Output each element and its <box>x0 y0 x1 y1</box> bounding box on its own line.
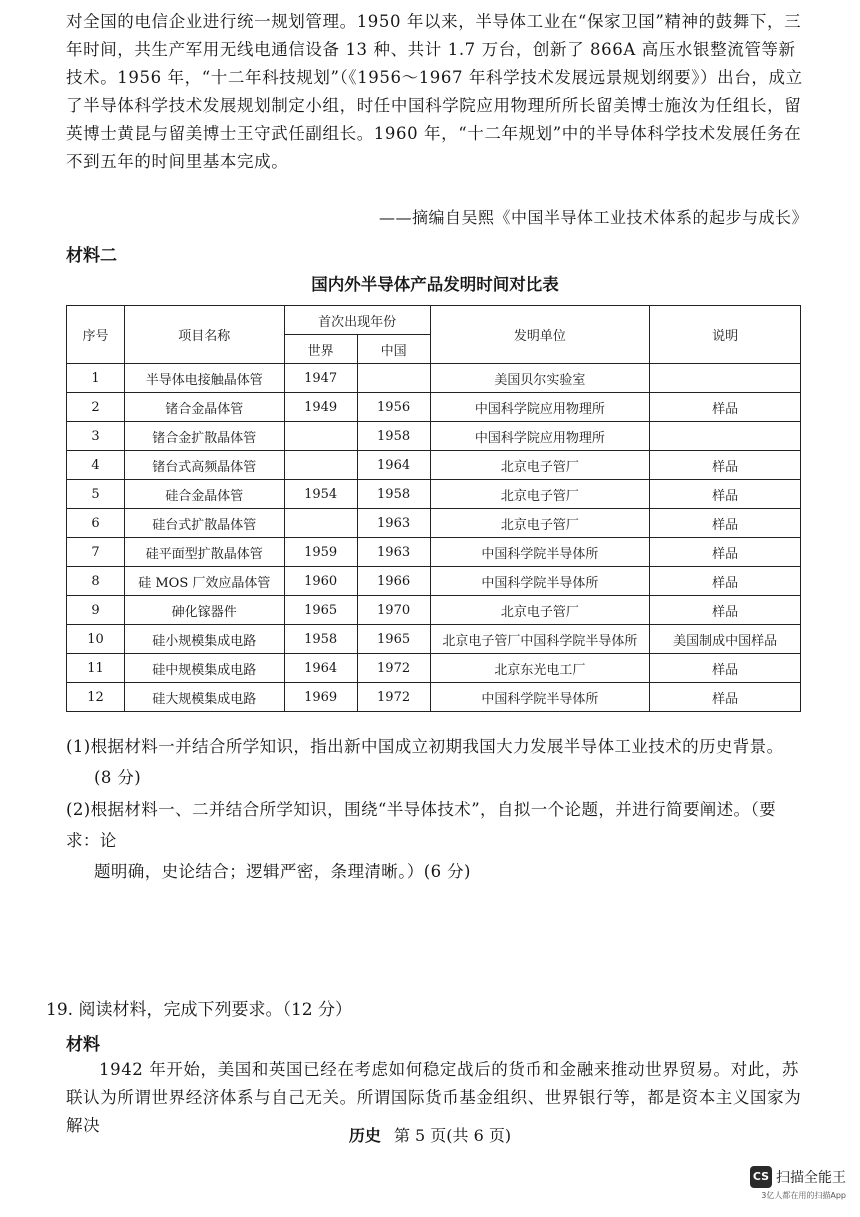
cell-note: 样品 <box>650 393 801 422</box>
cell-seq: 11 <box>67 654 125 683</box>
cell-world: 1964 <box>284 654 357 683</box>
cell-china: 1958 <box>357 480 430 509</box>
table-row <box>67 683 801 712</box>
cell-china: 1956 <box>357 393 430 422</box>
table-row <box>67 422 801 451</box>
cell-unit: 中国科学院半导体所 <box>430 567 650 596</box>
cell-name: 硅 MOS 厂效应晶体管 <box>124 567 284 596</box>
cell-note: 样品 <box>650 451 801 480</box>
cell-seq: 2 <box>67 393 125 422</box>
table-row <box>67 596 801 625</box>
cell-seq: 7 <box>67 538 125 567</box>
cell-china: 1972 <box>357 654 430 683</box>
cell-name: 半导体电接触晶体管 <box>124 364 284 393</box>
material1-source: ——摘编自吴熙《中国半导体工业技术体系的起步与成长》 <box>378 208 808 227</box>
question-2 <box>66 794 806 887</box>
table-row <box>67 538 801 567</box>
watermark-brand: 扫描全能王 <box>776 1170 846 1186</box>
question-1-text: (1)根据材料一并结合所学知识，指出新中国成立初期我国大力发展半导体工业技术的历史背景。 <box>66 737 784 756</box>
cell-note <box>650 364 801 393</box>
cell-china: 1970 <box>357 596 430 625</box>
cell-china <box>357 364 430 393</box>
cell-note: 样品 <box>650 683 801 712</box>
cell-name: 硅合金晶体管 <box>124 480 284 509</box>
cell-china: 1958 <box>357 422 430 451</box>
table-row <box>67 364 801 393</box>
cell-seq: 4 <box>67 451 125 480</box>
header-seq: 序号 <box>67 306 125 364</box>
cell-china: 1966 <box>357 567 430 596</box>
question-1-score: (8 分) <box>94 768 142 787</box>
cell-world <box>284 509 357 538</box>
footer-page-number: 第 5 页(共 6 页) <box>393 1126 512 1145</box>
cell-note: 美国制成中国样品 <box>650 625 801 654</box>
cell-name: 硅中规模集成电路 <box>124 654 284 683</box>
header-china: 中国 <box>357 335 430 364</box>
cell-world: 1959 <box>284 538 357 567</box>
header-unit: 发明单位 <box>430 306 650 364</box>
cell-seq: 9 <box>67 596 125 625</box>
cell-note: 样品 <box>650 596 801 625</box>
table-row <box>67 480 801 509</box>
cell-world: 1960 <box>284 567 357 596</box>
cell-china: 1963 <box>357 538 430 567</box>
table-row <box>67 393 801 422</box>
comparison-table <box>66 305 801 712</box>
cell-world: 1947 <box>284 364 357 393</box>
cell-world: 1965 <box>284 596 357 625</box>
cell-china: 1964 <box>357 451 430 480</box>
cell-name: 砷化镓器件 <box>124 596 284 625</box>
cell-unit: 北京电子管厂中国科学院半导体所 <box>430 625 650 654</box>
material1-paragraph: 对全国的电信企业进行统一规划管理。1950 年以来，半导体工业在“保家卫国”精神的鼓舞下，三年时间，共生产军用无线电通信设备 13 种、共计 1.7 万台，创新了 866A 高压水银整流管等新技术。1956 年，“十二年科技规划”（《1956～1967 年科学技术发展远景规划纲要》）出台，成立了半导体科学技术发展规划制定小组，时任中国科学院应用物理所所长留美博士施汝为任组长，留英博士黄昆与留美博士王守武任副组长。1960 年，“十二年规划”中的半导体科学技术发展任务在不到五年的时间里基本完成。 <box>66 12 803 171</box>
cell-unit: 中国科学院应用物理所 <box>430 393 650 422</box>
cell-seq: 12 <box>67 683 125 712</box>
watermark-subtitle: 3亿人都在用的扫描App <box>761 1191 846 1200</box>
header-first-year: 首次出现年份 <box>284 306 430 335</box>
q19-paragraph: 1942 年开始，美国和英国已经在考虑如何稳定战后的货币和金融来推动世界贸易。对此，苏联认为所谓世界经济体系与自己无关。所谓国际货币基金组织、世界银行等，都是资本主义国家为解决 <box>66 1060 802 1135</box>
header-note: 说明 <box>650 306 801 364</box>
cell-seq: 8 <box>67 567 125 596</box>
cell-unit: 中国科学院应用物理所 <box>430 422 650 451</box>
cell-unit: 北京东光电工厂 <box>430 654 650 683</box>
cell-unit: 北京电子管厂 <box>430 480 650 509</box>
cell-china: 1965 <box>357 625 430 654</box>
cell-note: 样品 <box>650 654 801 683</box>
cell-unit: 北京电子管厂 <box>430 509 650 538</box>
cell-note: 样品 <box>650 567 801 596</box>
table-row <box>67 567 801 596</box>
table-body <box>67 364 801 712</box>
cell-note: 样品 <box>650 480 801 509</box>
page-footer <box>0 1123 860 1146</box>
cell-unit: 中国科学院半导体所 <box>430 538 650 567</box>
question-2-text-cont: 题明确，史论结合；逻辑严密，条理清晰。）(6 分) <box>94 862 471 881</box>
cell-seq: 3 <box>67 422 125 451</box>
cell-world: 1969 <box>284 683 357 712</box>
cell-world <box>284 451 357 480</box>
cell-world <box>284 422 357 451</box>
cell-unit: 美国贝尔实验室 <box>430 364 650 393</box>
cell-note: 样品 <box>650 538 801 567</box>
cell-china: 1963 <box>357 509 430 538</box>
material2-heading: 材料二 <box>66 246 117 266</box>
q19-material-label: 材料 <box>66 1035 100 1055</box>
question-1 <box>66 731 806 793</box>
header-world: 世界 <box>284 335 357 364</box>
table-row <box>67 509 801 538</box>
table-row <box>67 451 801 480</box>
question-2-text: (2)根据材料一、二并结合所学知识，围绕“半导体技术”，自拟一个论题，并进行简要阐述。（要求：论 <box>66 800 776 850</box>
cell-world: 1958 <box>284 625 357 654</box>
cell-note: 样品 <box>650 509 801 538</box>
cell-unit: 中国科学院半导体所 <box>430 683 650 712</box>
cell-unit: 北京电子管厂 <box>430 596 650 625</box>
footer-subject: 历史 <box>348 1126 381 1145</box>
cell-name: 锗合金扩散晶体管 <box>124 422 284 451</box>
camscanner-logo-icon: CS <box>750 1166 772 1188</box>
cell-note <box>650 422 801 451</box>
cell-seq: 6 <box>67 509 125 538</box>
header-name: 项目名称 <box>124 306 284 364</box>
cell-name: 硅平面型扩散晶体管 <box>124 538 284 567</box>
table-row <box>67 654 801 683</box>
cell-name: 硅大规模集成电路 <box>124 683 284 712</box>
cell-name: 锗合金晶体管 <box>124 393 284 422</box>
cell-unit: 北京电子管厂 <box>430 451 650 480</box>
cell-seq: 1 <box>67 364 125 393</box>
q19-title: 19. 阅读材料，完成下列要求。（12 分） <box>46 1000 352 1020</box>
cell-china: 1972 <box>357 683 430 712</box>
cell-seq: 5 <box>67 480 125 509</box>
cell-name: 硅小规模集成电路 <box>124 625 284 654</box>
cell-world: 1949 <box>284 393 357 422</box>
cell-name: 锗台式高频晶体管 <box>124 451 284 480</box>
cell-world: 1954 <box>284 480 357 509</box>
cell-name: 硅台式扩散晶体管 <box>124 509 284 538</box>
table-row <box>67 625 801 654</box>
scanner-watermark <box>750 1166 846 1201</box>
table-title: 国内外半导体产品发明时间对比表 <box>311 275 559 294</box>
cell-seq: 10 <box>67 625 125 654</box>
